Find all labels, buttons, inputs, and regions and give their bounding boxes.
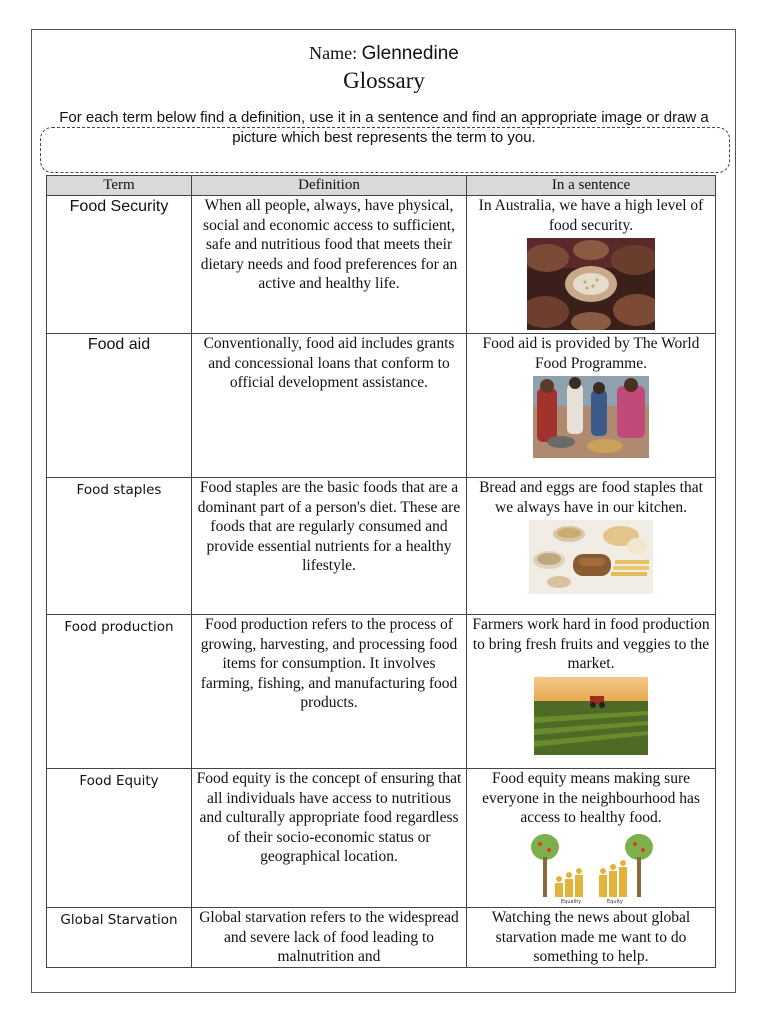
definition-cell [192,615,467,769]
term-cell [47,334,192,478]
equality-label: Equality [561,898,582,905]
equality-equity-trees-illustration [529,831,653,905]
term-text: Food Equity [79,773,159,789]
definition-text: When all people, always, have physical, social and economic access to sufficient, safe and nutritious food that meets their dietary needs and food preferences for an active and healthy life. [200,197,458,293]
tractor-field-photo [534,677,648,755]
sentence-text: Bread and eggs are food staples that we always have in our kitchen. [479,479,703,516]
definition-text: Food equity is the concept of ensuring that all individuals have access to nutritious and culturally appropriate food regardless of their socio-economic status or geographical location. [196,770,462,866]
equity-label: Equity [607,898,623,905]
table-row [47,615,716,769]
bread-grains-pasta-photo [529,520,653,594]
sentence-cell [467,769,716,908]
term-text: Food staples [76,482,162,498]
sentence-text: Farmers work hard in food production to bring fresh fruits and veggies to the market. [472,616,710,673]
term-text: Global Starvation [60,912,178,928]
sentence-cell [467,334,716,478]
name-label: Name: [309,43,358,63]
sentence-text: In Australia, we have a high level of food security. [478,197,704,234]
header-term: Term [47,176,192,196]
term-text: Food Security [69,198,169,215]
term-text: Food aid [87,336,151,353]
table-row [47,478,716,615]
term-cell [47,769,192,908]
term-cell [47,196,192,334]
definition-text: Food production refers to the process of growing, harvesting, and processing food items for consumption. It involves farming, fishing, and manufacturing food products. [200,616,458,712]
definition-text: Food staples are the basic foods that are a dominant part of a person's diet. These are foods that are regularly consumed and provide essential nutrients for a healthy lifestyle. [197,479,461,575]
name-line [0,43,768,65]
term-text: Food production [64,619,174,635]
sentence-text: Watching the news about global starvation made me want to do something to help. [491,909,691,966]
term-cell [47,908,192,968]
sentence-cell [467,908,716,968]
table-row [47,334,716,478]
definition-cell [192,196,467,334]
table-row [47,908,716,968]
instructions-text: For each term below find a definition, use it in a sentence and find an appropriate image or draw a picture which best represents the term to you. [59,109,709,146]
sentence-text: Food equity means making sure everyone in the neighbourhood has access to healthy food. [482,770,700,827]
definition-cell [192,478,467,615]
page-title: Glossary [343,68,425,93]
definition-text: Global starvation refers to the widespread and severe lack of food leading to malnutrition and [199,909,459,966]
glossary-table [46,175,716,968]
table-row [47,196,716,334]
sentence-text: Food aid is provided by The World Food Programme. [482,335,700,372]
definition-cell [192,769,467,908]
term-cell [47,615,192,769]
definition-text: Conventionally, food aid includes grants and concessional loans that conform to official development assistance. [203,335,455,392]
definition-cell [192,908,467,968]
name-value: Glennedine [361,43,459,64]
table-header-row [47,176,716,196]
food-distribution-photo [533,376,649,458]
definition-cell [192,334,467,478]
table-row [47,769,716,908]
header-definition: Definition [192,176,467,196]
sentence-cell [467,196,716,334]
sentence-cell [467,478,716,615]
header-sentence: In a sentence [467,176,716,196]
hands-holding-grain-photo [527,238,655,330]
term-cell [47,478,192,615]
sentence-cell [467,615,716,769]
